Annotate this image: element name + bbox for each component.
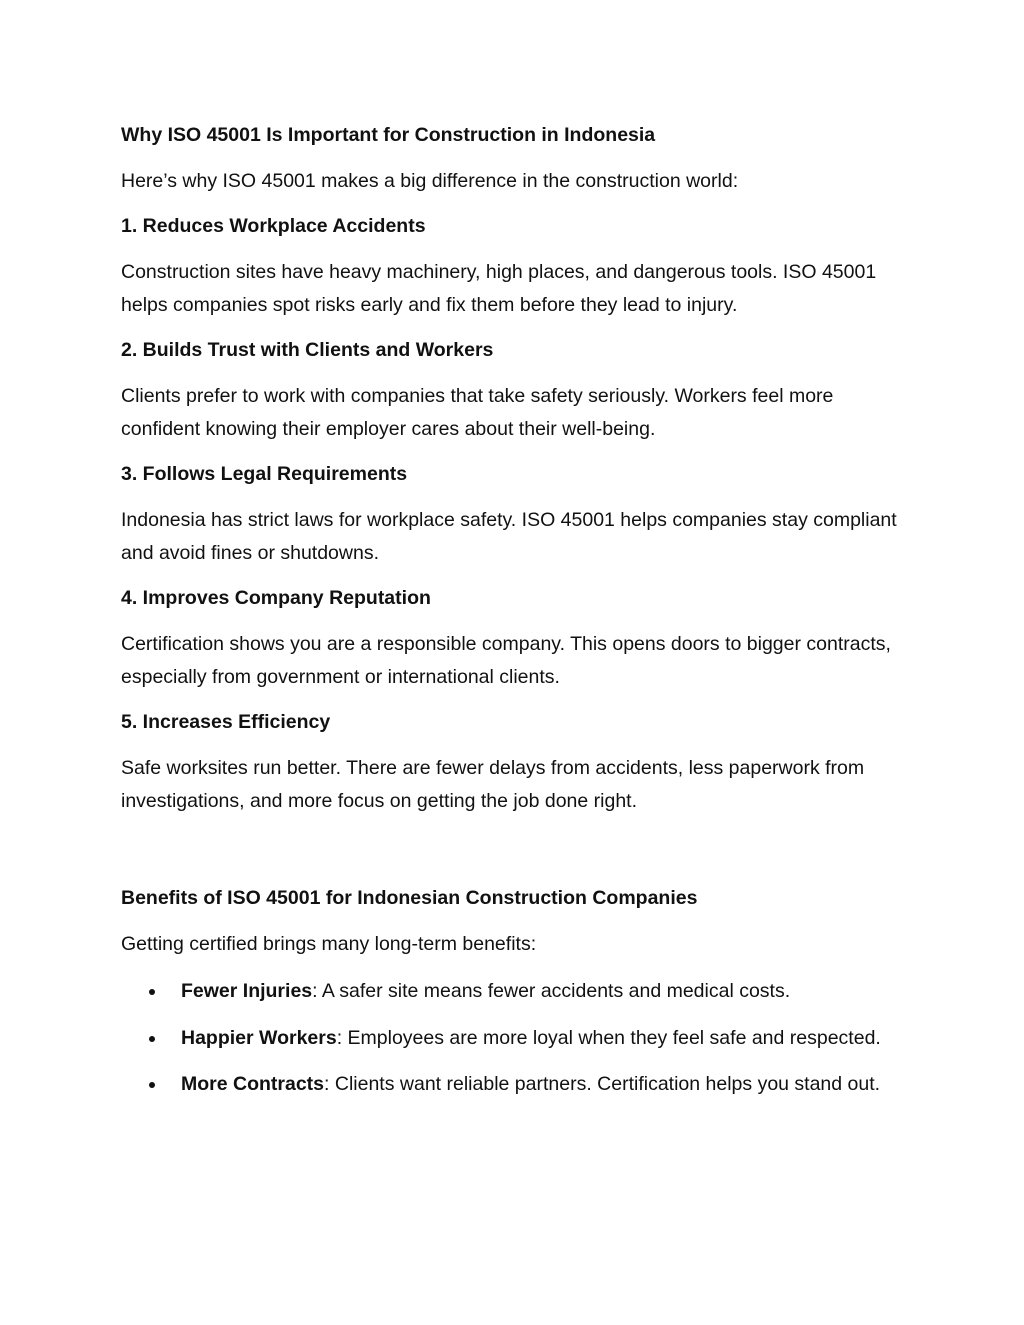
item-heading: 4. Improves Company Reputation xyxy=(121,586,431,609)
item-body: Safe worksites run better. There are fewer delays from accidents, less paperwork from investigations, and more focus on getting the job done right. xyxy=(121,756,865,812)
list-item xyxy=(121,1022,911,1056)
benefits-list xyxy=(121,975,911,1102)
section-title: Why ISO 45001 Is Important for Construction in Indonesia xyxy=(121,124,656,146)
item-body: Clients prefer to work with companies that take safety seriously. Workers feel more confident knowing their employer cares about their well-being. xyxy=(121,384,834,440)
benefit-text: : A safer site means fewer accidents and medical costs. xyxy=(312,980,791,1002)
benefit-term: Fewer Injuries xyxy=(181,980,313,1002)
item-body: Indonesia has strict laws for workplace safety. ISO 45001 helps companies stay compliant and avoid fines or shutdowns. xyxy=(121,508,897,564)
item-heading: 3. Follows Legal Requirements xyxy=(121,462,408,485)
section-intro: Here’s why ISO 45001 makes a big difference in the construction world: xyxy=(121,170,739,192)
list-item xyxy=(121,975,911,1009)
benefit-term: Happier Workers xyxy=(181,1026,337,1049)
benefit-term: More Contracts xyxy=(181,1073,325,1095)
benefit-text: : Employees are more loyal when they feel safe and respected. xyxy=(336,1026,881,1049)
item-heading: 5. Increases Efficiency xyxy=(121,710,331,733)
bullet-icon xyxy=(149,989,155,995)
item-heading: 1. Reduces Workplace Accidents xyxy=(121,214,426,237)
section-intro: Getting certified brings many long-term benefits: xyxy=(121,932,537,955)
item-body: Construction sites have heavy machinery, high places, and dangerous tools. ISO 45001 helps companies spot risks early and fix them before they lead to injury. xyxy=(121,260,877,316)
bullet-icon xyxy=(149,1036,155,1042)
document-page xyxy=(121,121,911,1115)
item-heading: 2. Builds Trust with Clients and Workers xyxy=(121,338,494,361)
bullet-icon xyxy=(149,1082,155,1088)
section-title: Benefits of ISO 45001 for Indonesian Construction Companies xyxy=(121,886,698,909)
benefit-text: : Clients want reliable partners. Certification helps you stand out. xyxy=(324,1073,881,1095)
list-item xyxy=(121,1068,911,1102)
item-body: Certification shows you are a responsible company. This opens doors to bigger contracts, especially from government or international clients. xyxy=(121,632,891,688)
